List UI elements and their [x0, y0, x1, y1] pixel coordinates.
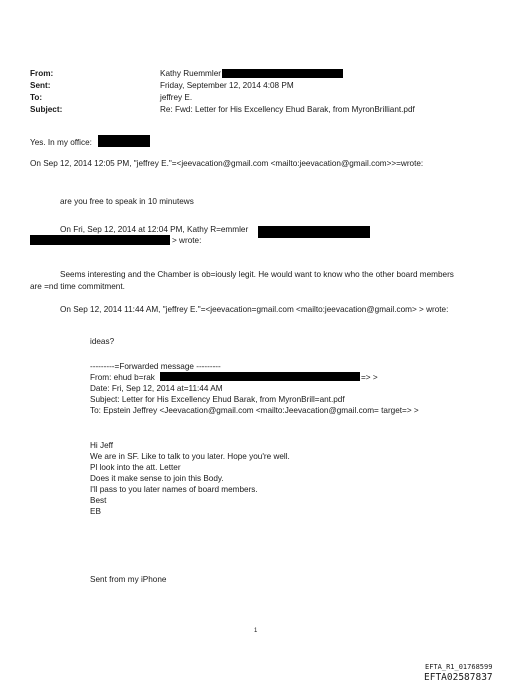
quoted-header-2b: > wrote: — [172, 236, 202, 245]
ideas-line: ideas? — [90, 337, 115, 346]
message-line: Best — [90, 496, 107, 505]
page-number: 1 — [254, 628, 258, 634]
redaction-box — [98, 135, 150, 147]
to-label: To: — [30, 93, 43, 102]
sent-value: Friday, September 12, 2014 4:08 PM — [160, 81, 294, 90]
message-line: We are in SF. Like to talk to you later. Hope you're well. — [90, 452, 290, 461]
message-line: Hi Jeff — [90, 441, 114, 450]
bates-stamp-1: EFTA_R1_01768599 — [425, 663, 493, 671]
from-label: From: — [30, 69, 54, 78]
chamber-line-2: are =nd time commitment. — [30, 282, 125, 291]
redaction-box — [222, 69, 343, 78]
forward-from-tail: => > — [361, 373, 378, 382]
sent-label: Sent: — [30, 81, 51, 90]
quoted-header-2a: On Fri, Sep 12, 2014 at 12:04 PM, Kathy R=emmler — [60, 225, 249, 234]
from-value: Kathy Ruemmler — [160, 69, 221, 78]
quoted-header-1: On Sep 12, 2014 12:05 PM, "jeffrey E."=<jeevacation@gmail.com <mailto:jeevacation@gmail.com>>=wrote: — [30, 159, 424, 168]
forward-to: To: Epstein Jeffrey <Jeevacation@gmail.com <mailto:Jeevacation@gmail.com= target=> > — [90, 406, 419, 415]
redaction-box — [258, 226, 370, 238]
chamber-line-1: Seems interesting and the Chamber is ob=iously legit. He would want to know who the other board members — [60, 270, 454, 279]
forward-from: From: ehud b=rak — [90, 373, 155, 382]
speak-line: are you free to speak in 10 minutews — [60, 197, 194, 206]
quoted-header-3: On Sep 12, 2014 11:44 AM, "jeffrey E."=<jeevacation=gmail.com <mailto:jeevacation@gmail.com> > wrote: — [60, 305, 449, 314]
signature-line: Sent from my iPhone — [90, 575, 167, 584]
message-line: I'll pass to you later names of board members. — [90, 485, 258, 494]
office-line: Yes. In my office: — [30, 138, 92, 147]
message-line: EB — [90, 507, 101, 516]
forward-subject: Subject: Letter for His Excellency Ehud Barak, from MyronBrill=ant.pdf — [90, 395, 345, 404]
to-value: jeffrey E. — [160, 93, 193, 102]
forward-date: Date: Fri, Sep 12, 2014 at=11:44 AM — [90, 384, 223, 393]
message-line: Pl look into the att. Letter — [90, 463, 181, 472]
forward-separator: ---------=Forwarded message --------- — [90, 362, 221, 371]
subject-label: Subject: — [30, 105, 63, 114]
redaction-box — [30, 235, 170, 245]
subject-value: Re: Fwd: Letter for His Excellency Ehud Barak, from MyronBrilliant.pdf — [160, 105, 415, 114]
message-line: Does it make sense to join this Body. — [90, 474, 224, 483]
redaction-box — [160, 372, 360, 381]
bates-stamp-2: EFTA02587837 — [424, 672, 493, 683]
